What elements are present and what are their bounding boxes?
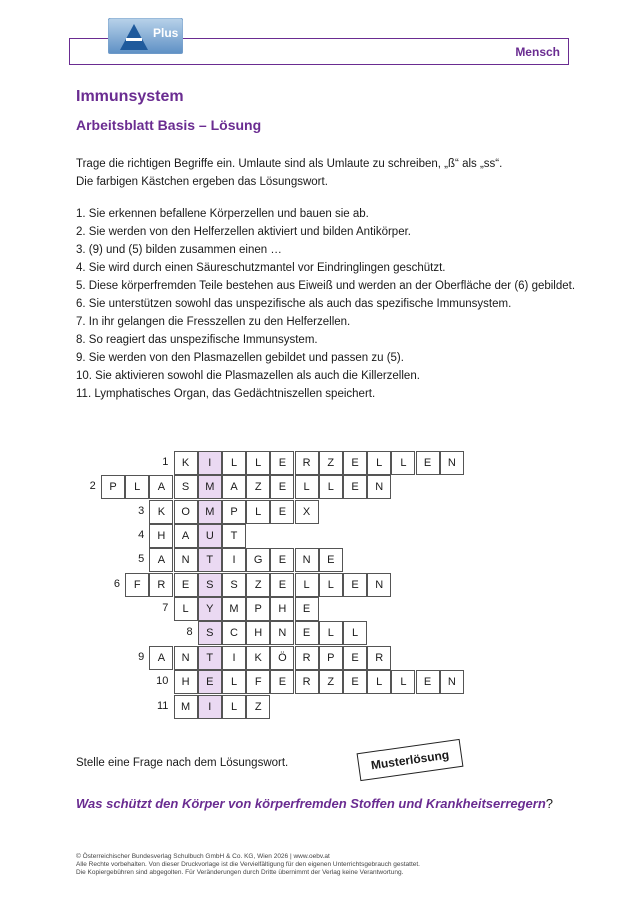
clue-number: 2 <box>89 480 96 493</box>
clue-item: 1. Sie erkennen befallene Körperzellen und bauen sie ab. <box>76 208 369 220</box>
clue-item: 2. Sie werden von den Helferzellen aktiviert und bilden Antikörper. <box>76 226 411 238</box>
letter-cell: H <box>174 670 198 694</box>
letter-cell: A <box>222 475 246 499</box>
letter-cell: E <box>270 500 294 524</box>
clue-item: 6. Sie unterstützen sowohl das unspezifische als auch das spezifische Immunsystem. <box>76 298 512 310</box>
solution-cell: I <box>198 451 222 475</box>
letter-cell: S <box>174 475 198 499</box>
letter-cell: L <box>367 451 391 475</box>
letter-cell: N <box>440 451 464 475</box>
letter-cell: A <box>149 548 173 572</box>
letter-cell: N <box>367 475 391 499</box>
page-title: Immunsystem <box>76 88 184 105</box>
letter-cell: E <box>343 670 367 694</box>
letter-cell: A <box>174 524 198 548</box>
question-prompt: Stelle eine Frage nach dem Lösungswort. <box>76 757 289 769</box>
clue-item: 9. Sie werden von den Plasmazellen gebildet und passen zu (5). <box>76 352 404 364</box>
letter-cell: L <box>246 451 270 475</box>
letter-cell: E <box>343 573 367 597</box>
letter-cell: I <box>222 548 246 572</box>
letter-cell: N <box>174 646 198 670</box>
letter-cell: P <box>246 597 270 621</box>
instruction-line: Die farbigen Kästchen ergeben das Lösungswort. <box>76 176 328 188</box>
letter-cell: A <box>149 646 173 670</box>
letter-cell: L <box>222 670 246 694</box>
letter-cell: E <box>270 475 294 499</box>
letter-cell: E <box>270 670 294 694</box>
clue-number: 6 <box>113 577 120 590</box>
letter-cell: E <box>295 597 319 621</box>
solution-cell: I <box>198 695 222 719</box>
answer-text: Was schützt den Körper von körperfremden Stoffen und Krankheitserregern <box>76 796 546 811</box>
letter-cell: T <box>222 524 246 548</box>
letter-cell: L <box>295 573 319 597</box>
letter-cell: O <box>174 500 198 524</box>
letter-cell: H <box>149 524 173 548</box>
clue-number: 8 <box>186 626 193 639</box>
letter-cell: L <box>319 573 343 597</box>
footer-line: Die Kopiergebühren sind abgegolten. Für Veränderungen durch Dritte übernimmt der Verlag keine Verantwortung. <box>76 869 404 876</box>
clue-number: 11 <box>156 699 169 712</box>
letter-cell: Z <box>319 670 343 694</box>
letter-cell: K <box>174 451 198 475</box>
letter-cell: L <box>367 670 391 694</box>
letter-cell: E <box>343 475 367 499</box>
letter-cell: E <box>270 451 294 475</box>
letter-cell: P <box>319 646 343 670</box>
letter-cell: C <box>222 621 246 645</box>
solution-cell: T <box>198 548 222 572</box>
letter-cell: E <box>270 548 294 572</box>
solution-cell: E <box>198 670 222 694</box>
letter-cell: N <box>440 670 464 694</box>
solution-cell: M <box>198 475 222 499</box>
logo-text: Plus <box>153 26 179 40</box>
clue-number: 3 <box>138 504 145 517</box>
clue-number: 10 <box>156 675 169 688</box>
clue-number: 7 <box>162 602 169 615</box>
letter-cell: R <box>295 670 319 694</box>
clue-number: 9 <box>138 650 145 663</box>
solution-cell: U <box>198 524 222 548</box>
solution-cell: S <box>198 573 222 597</box>
clue-item: 10. Sie aktivieren sowohl die Plasmazellen als auch die Killerzellen. <box>76 370 420 382</box>
letter-cell: L <box>222 451 246 475</box>
letter-cell: Ö <box>270 646 294 670</box>
letter-cell: F <box>246 670 270 694</box>
letter-cell: R <box>295 451 319 475</box>
clue-item: 4. Sie wird durch einen Säureschutzmantel vor Eindringlingen geschützt. <box>76 262 446 274</box>
letter-cell: E <box>416 670 440 694</box>
letter-cell: L <box>319 475 343 499</box>
clue-number: 4 <box>138 529 145 542</box>
answer-end: ? <box>545 796 554 811</box>
letter-cell: X <box>295 500 319 524</box>
instructions <box>76 155 502 191</box>
clue-number: 5 <box>138 553 145 566</box>
letter-cell: E <box>416 451 440 475</box>
solution-cell: T <box>198 646 222 670</box>
letter-cell: H <box>246 621 270 645</box>
letter-cell: N <box>367 573 391 597</box>
letter-cell: L <box>391 451 415 475</box>
letter-cell: E <box>343 451 367 475</box>
clue-list <box>76 205 576 403</box>
letter-cell: L <box>295 475 319 499</box>
letter-cell: I <box>222 646 246 670</box>
clue-item: 8. So reagiert das unspezifische Immunsystem. <box>76 334 318 346</box>
page-subtitle: Arbeitsblatt Basis – Lösung <box>76 117 262 133</box>
letter-cell: K <box>246 646 270 670</box>
footer-copyright <box>76 853 420 877</box>
letter-cell: L <box>343 621 367 645</box>
letter-cell: L <box>391 670 415 694</box>
letter-cell: K <box>149 500 173 524</box>
letter-cell: E <box>295 621 319 645</box>
footer-line: Alle Rechte vorbehalten. Von dieser Druckvorlage ist die Vervielfältigung für den eigenen Unterrichtsgebrauch gestattet. <box>76 861 420 868</box>
clue-item: 7. In ihr gelangen die Fresszellen zu den Helferzellen. <box>76 316 351 328</box>
letter-cell: L <box>319 621 343 645</box>
letter-cell: Z <box>319 451 343 475</box>
letter-cell: E <box>270 573 294 597</box>
letter-cell: Z <box>246 475 270 499</box>
plus-logo <box>108 18 183 54</box>
letter-cell: A <box>149 475 173 499</box>
letter-cell: G <box>246 548 270 572</box>
letter-cell: H <box>270 597 294 621</box>
letter-cell: R <box>295 646 319 670</box>
letter-cell: N <box>270 621 294 645</box>
letter-cell: N <box>174 548 198 572</box>
solution-cell: S <box>198 621 222 645</box>
letter-cell: L <box>125 475 149 499</box>
clue-item: 11. Lymphatisches Organ, das Gedächtniszellen speichert. <box>76 388 376 400</box>
letter-cell: S <box>222 573 246 597</box>
instruction-line: Trage die richtigen Begriffe ein. Umlaute sind als Umlaute zu schreiben, „ß“ als „ss“. <box>76 158 503 170</box>
letter-cell: Z <box>246 695 270 719</box>
clue-item: 5. Diese körperfremden Teile bestehen aus Eiweiß und werden an der Oberfläche der (6) gebildet. <box>76 280 576 292</box>
letter-cell: P <box>222 500 246 524</box>
letter-cell: R <box>367 646 391 670</box>
letter-cell: N <box>295 548 319 572</box>
header-subject: Mensch <box>515 45 560 59</box>
solution-cell: M <box>198 500 222 524</box>
clue-number: 1 <box>162 456 169 468</box>
letter-cell: E <box>343 646 367 670</box>
letter-cell: P <box>101 475 125 499</box>
letter-cell: M <box>174 695 198 719</box>
solution-cell: Y <box>198 597 222 621</box>
letter-cell: F <box>125 573 149 597</box>
letter-cell: L <box>174 597 198 621</box>
letter-cell: E <box>319 548 343 572</box>
letter-cell: M <box>222 597 246 621</box>
letter-cell: L <box>222 695 246 719</box>
letter-cell: E <box>174 573 198 597</box>
letter-cell: R <box>149 573 173 597</box>
sample-solution-stamp: Musterlösung <box>357 739 464 781</box>
letter-cell: Z <box>246 573 270 597</box>
answer-question <box>76 796 553 811</box>
letter-cell: L <box>246 500 270 524</box>
clue-item: 3. (9) und (5) bilden zusammen einen … <box>76 244 282 256</box>
footer-line: © Österreichischer Bundesverlag Schulbuch GmbH & Co. KG, Wien 2026 | www.oebv.at <box>76 853 330 860</box>
